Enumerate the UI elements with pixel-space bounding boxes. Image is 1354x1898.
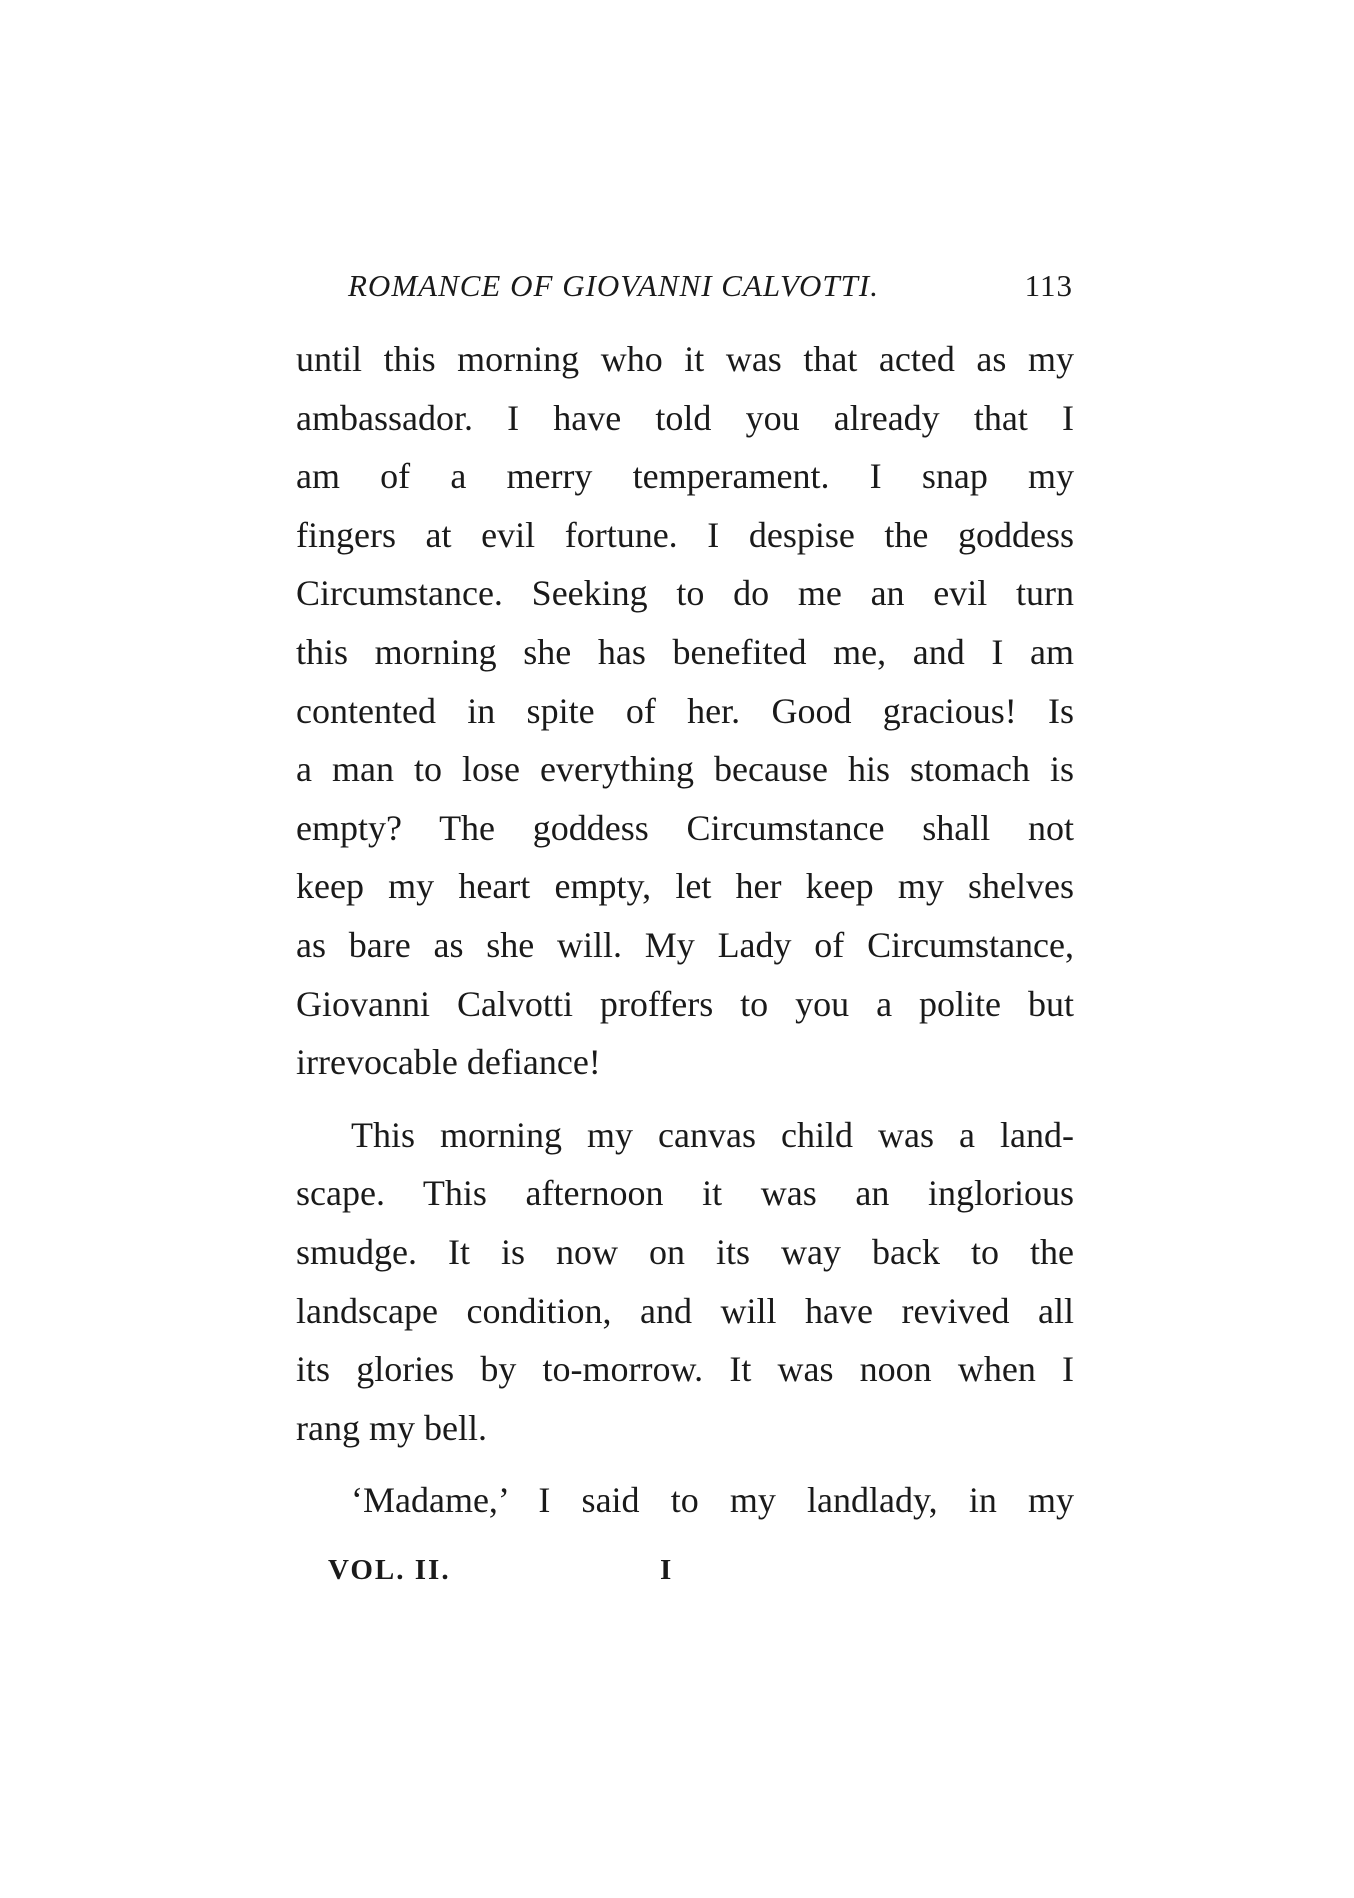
body-text: [296, 330, 1074, 1530]
paragraph: [296, 330, 1074, 1092]
text-line: its glories by to-morrow. It was noon when I: [296, 1349, 1074, 1390]
text-line: until this morning who it was that acted as my: [296, 339, 1074, 379]
page-footer: [328, 1554, 728, 1598]
text-line: am of a merry temperament. I snap my: [296, 456, 1074, 497]
running-title: ROMANCE OF GIOVANNI CALVOTTI.: [348, 268, 879, 303]
text-line: contented in spite of her. Good gracious! Is: [296, 690, 1074, 731]
text-line: smudge. It is now on its way back to the: [296, 1231, 1074, 1272]
text-line: a man to lose everything because his stomach is: [296, 749, 1074, 790]
paragraph: [296, 1106, 1074, 1458]
signature-mark: I: [660, 1554, 674, 1586]
paragraph-gap: [296, 1457, 1074, 1471]
text-line: Giovanni Calvotti proffers to you a polite but: [296, 983, 1074, 1024]
text-line: landscape condition, and will have revived all: [296, 1290, 1074, 1331]
running-head: [348, 268, 1073, 314]
text-line: ‘Madame,’ I said to my landlady, in my: [351, 1480, 1074, 1521]
text-line: rang my bell.: [296, 1407, 487, 1448]
text-line: scape. This afternoon it was an inglorious: [296, 1173, 1074, 1214]
text-line: This morning my canvas child was a land-: [351, 1114, 1074, 1155]
paragraph: [296, 1471, 1074, 1530]
text-line: keep my heart empty, let her keep my shelves: [296, 866, 1074, 907]
text-line: this morning she has benefited me, and I am: [296, 631, 1074, 672]
text-line: ambassador. I have told you already that I: [296, 397, 1074, 438]
text-line: irrevocable defiance!: [296, 1042, 601, 1083]
text-line: as bare as she will. My Lady of Circumstance,: [296, 924, 1074, 965]
page-number: 113: [1024, 268, 1073, 303]
text-line: Circumstance. Seeking to do me an evil turn: [296, 573, 1074, 614]
volume-label: VOL. II.: [328, 1554, 451, 1586]
text-line: empty? The goddess Circumstance shall not: [296, 807, 1074, 848]
paragraph-gap: [296, 1092, 1074, 1106]
text-line: fingers at evil fortune. I despise the goddess: [296, 514, 1074, 555]
